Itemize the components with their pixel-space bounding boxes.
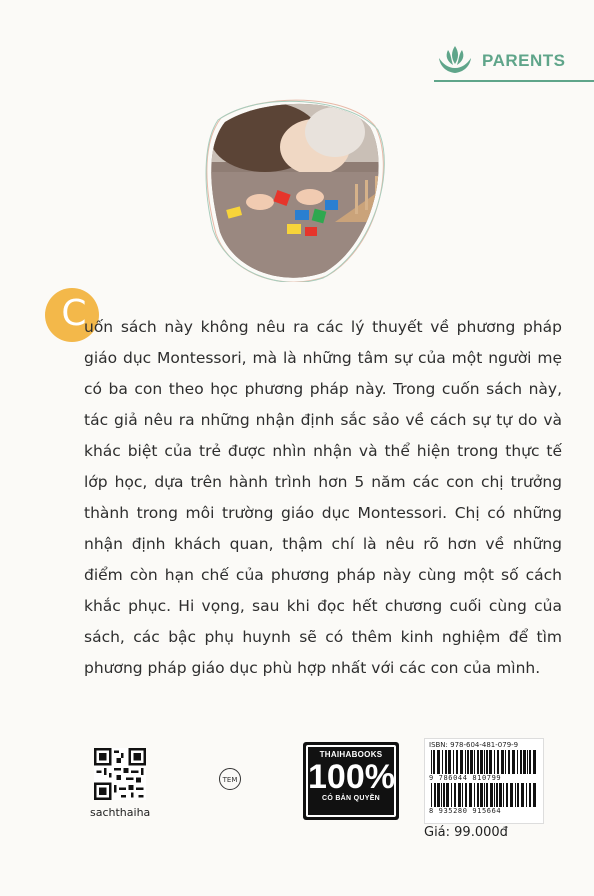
barcode-bar <box>501 750 504 774</box>
barcode-area <box>429 750 539 816</box>
child-playing-photo <box>205 92 385 282</box>
barcode-bar <box>520 750 522 774</box>
barcode-bar <box>505 750 506 774</box>
barcode-bar <box>517 750 518 774</box>
barcode-bar <box>499 783 502 807</box>
barcode-bar <box>477 783 479 807</box>
barcode-bar <box>456 750 458 774</box>
barcode-bar <box>515 783 516 807</box>
barcode-bar <box>523 750 526 774</box>
barcode-bar <box>437 783 440 807</box>
qr-label: sachthaiha <box>90 806 151 819</box>
barcode-bar <box>480 750 483 774</box>
barcode-bar <box>474 750 475 774</box>
barcode-bar <box>460 750 463 774</box>
barcode-bar <box>448 750 451 774</box>
barcode-bar <box>433 750 435 774</box>
barcode-bar <box>527 750 528 774</box>
barcode-bar <box>446 783 449 807</box>
stamp-percent: 100% <box>308 758 395 796</box>
barcode-bar <box>453 750 454 774</box>
product-barcode <box>429 783 539 807</box>
barcode-bar <box>443 783 445 807</box>
barcode-bar <box>470 750 473 774</box>
barcode-bar <box>508 750 510 774</box>
barcode-bar <box>510 783 513 807</box>
stamp-brand: THAIHABOOKS <box>319 750 383 759</box>
barcode-bar <box>484 783 485 807</box>
barcode-bar <box>431 783 432 807</box>
barcode-bar <box>458 783 461 807</box>
barcode-bar <box>494 783 495 807</box>
barcode-bar <box>431 750 432 774</box>
barcode-bar <box>517 783 519 807</box>
barcode-bar <box>503 783 504 807</box>
barcode-bar <box>442 750 443 774</box>
book-description: uốn sách này không nêu ra các lý thuyết về phương pháp giáo dục Montessori, mà là những tâm sự của một người mẹ có ba con theo học phương pháp này. Trong cuốn sách này, tác giả nêu ra những nhận định sắc sảo về cách sự tự do và khác biệt của trẻ được nhìn nhận và thể hiện trong thực tế lớp học, dựa trên hành trình hơn 5 năm các con chị trưởng thành trong môi trường giáo dục Montessori. Chị có những nhận định khách quan, thậm chí là nêu rõ hơn về những điểm còn hạn chế của phương pháp này cùng một số cách khắc phục. Hi vọng, sau khi đọc hết chương cuối cùng của sách, các bậc phụ huynh sẽ có thêm kinh nghiệm để tìm phương pháp giáo dục phù hợp nhất với các con của mình. <box>84 318 562 677</box>
barcode-bar <box>467 750 469 774</box>
tem-seal: TEM <box>219 768 241 790</box>
barcode-bar <box>469 783 472 807</box>
barcode-bar <box>490 783 493 807</box>
barcode-bar <box>486 783 488 807</box>
barcode-bar <box>465 783 467 807</box>
barcode-bar <box>533 750 536 774</box>
barcode-bar <box>526 783 527 807</box>
isbn-text: ISBN: 978-604-481-079-9 <box>429 741 519 749</box>
brand-underline <box>434 80 594 82</box>
barcode-bar <box>474 783 475 807</box>
barcode-bar <box>512 750 515 774</box>
barcode-bar <box>441 783 442 807</box>
barcode-bar <box>533 783 536 807</box>
barcode-bar <box>494 750 495 774</box>
barcode-bar <box>506 783 508 807</box>
copyright-stamp <box>303 742 399 820</box>
barcode-bar <box>454 783 456 807</box>
barcode-bar <box>477 750 479 774</box>
barcode-bar <box>434 783 436 807</box>
barcode-bar <box>484 750 485 774</box>
product-barcode-number: 8 935280 915664 <box>429 807 502 815</box>
barcode-bar <box>497 750 499 774</box>
isbn-barcode <box>429 750 539 774</box>
stamp-subtitle: CÓ BẢN QUYỀN <box>321 795 381 802</box>
barcode-bar <box>521 783 524 807</box>
barcode-bar <box>496 783 498 807</box>
lotus-hands-icon <box>436 42 474 80</box>
barcode-bar <box>462 783 463 807</box>
qr-code <box>94 748 146 800</box>
barcode-bar <box>445 750 447 774</box>
barcode-bar <box>465 750 466 774</box>
brand-label: PARENTS <box>482 51 566 70</box>
barcode-bar <box>437 750 440 774</box>
isbn-barcode-number: 9 786044 810799 <box>429 774 502 782</box>
barcode-bar <box>529 750 531 774</box>
parents-brand <box>436 42 565 80</box>
barcode-bar <box>451 783 452 807</box>
barcode-bar <box>480 783 483 807</box>
price: Giá: 99.000đ <box>424 825 508 840</box>
barcode-bar <box>529 783 531 807</box>
barcode-bar <box>489 750 492 774</box>
barcode-bar <box>486 750 488 774</box>
drop-cap-letter: C <box>61 293 87 334</box>
barcode-panel <box>424 738 544 824</box>
